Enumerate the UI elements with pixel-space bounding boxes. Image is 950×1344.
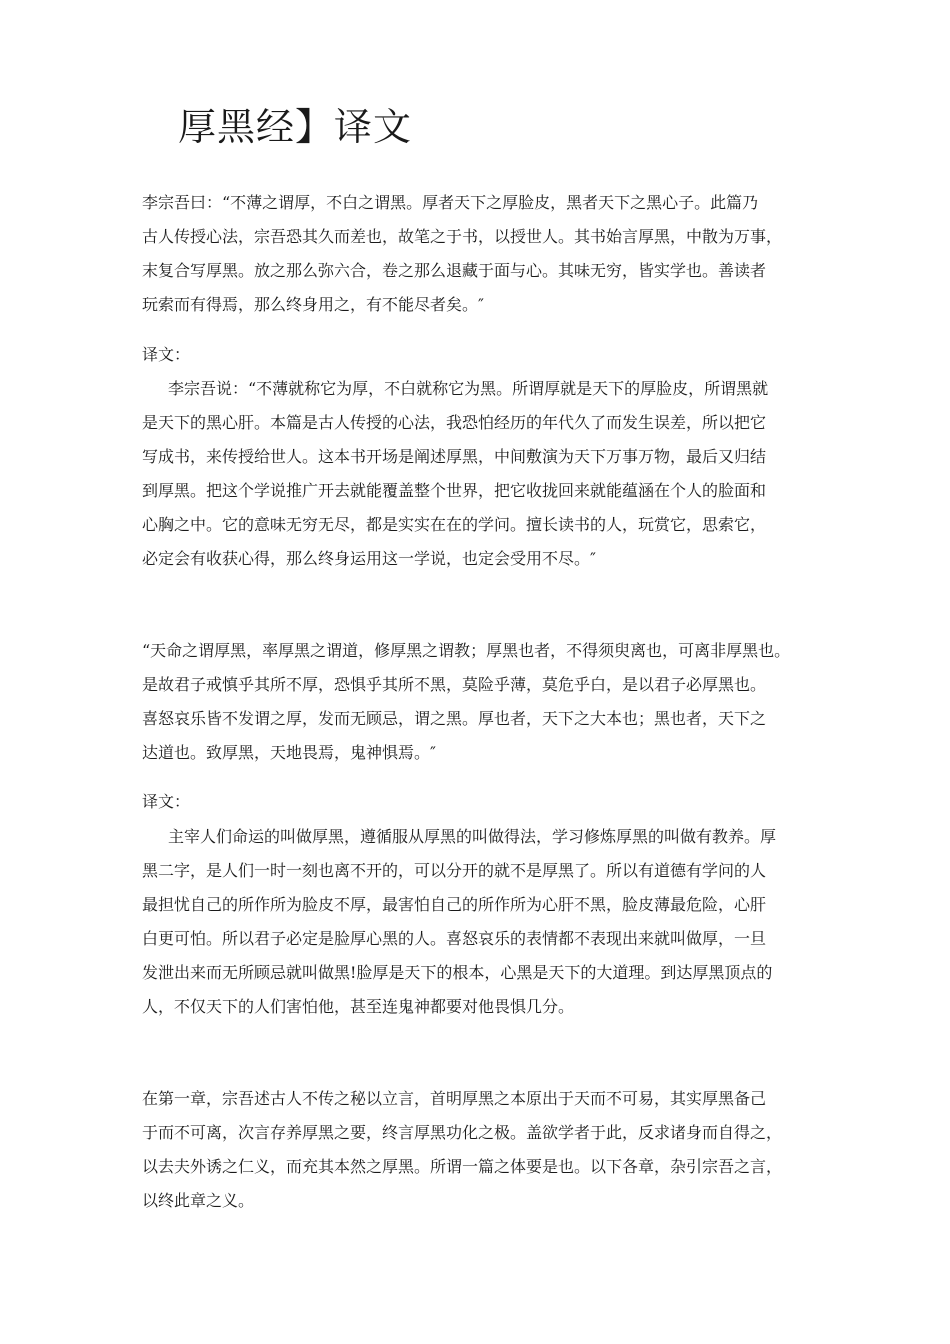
paragraph-line: 古人传授心法，宗吾恐其久而差也，故笔之于书，以授世人。其书始言厚黑，中散为万事， (142, 227, 783, 246)
section-1-translation (142, 372, 832, 576)
paragraph-line: 最担忧自己的所作所为脸皮不厚，最害怕自己的所作所为心肝不黑，脸皮薄最危险，心肝 (142, 895, 767, 914)
paragraph-line: 以终此章之义。 (142, 1191, 255, 1210)
paragraph-line: 心胸之中。它的意味无穷无尽，都是实实在在的学问。擅长读书的人，玩赏它，思索它， (142, 515, 767, 534)
section-2-original (142, 634, 832, 770)
translation-label: 译文： (142, 792, 191, 811)
paragraph-line: 是故君子戒慎乎其所不厚，恐惧乎其所不黑，莫险乎薄，莫危乎白，是以君子必厚黑也。 (142, 675, 767, 694)
paragraph-line: 玩索而有得焉，那么终身用之，有不能尽者矣。″ (142, 295, 484, 314)
paragraph-line: 白更可怕。所以君子必定是脸厚心黑的人。喜怒哀乐的表情都不表现出来就叫做厚，一旦 (142, 929, 767, 948)
section-1-label (142, 338, 832, 372)
paragraph-line: 人，不仅天下的人们害怕他，甚至连鬼神都要对他畏惧几分。 (142, 997, 575, 1016)
paragraph-line: 主宰人们命运的叫做厚黑，遵循服从厚黑的叫做得法，学习修炼厚黑的叫做有教养。厚 (168, 827, 777, 846)
translation-label: 译文： (142, 345, 191, 364)
paragraph-line: 李宗吾曰：“不薄之谓厚，不白之谓黑。厚者天下之厚脸皮，黑者天下之黑心子。此篇乃 (142, 193, 759, 212)
paragraph-line: 在第一章，宗吾述古人不传之秘以立言，首明厚黑之本原出于天而不可易，其实厚黑备己 (142, 1089, 767, 1108)
paragraph-line: “天命之谓厚黑，率厚黑之谓道，修厚黑之谓教；厚黑也者，不得须臾离也，可离非厚黑也。 (142, 641, 791, 660)
page-title: 厚黑经】译文 (178, 105, 413, 149)
paragraph-line: 是天下的黑心肝。本篇是古人传授的心法，我恐怕经历的年代久了而发生误差，所以把它 (142, 413, 767, 432)
paragraph-line: 末复合写厚黑。放之那么弥六合，卷之那么退藏于面与心。其味无穷，皆实学也。善读者 (142, 261, 767, 280)
section-1-original (142, 186, 832, 322)
section-3-commentary (142, 1082, 832, 1218)
paragraph-line: 李宗吾说：“不薄就称它为厚，不白就称它为黑。所谓厚就是天下的厚脸皮，所谓黑就 (168, 379, 769, 398)
paragraph-line: 以去夫外诱之仁义，而充其本然之厚黑。所谓一篇之体要是也。以下各章，杂引宗吾之言， (142, 1157, 783, 1176)
paragraph-line: 发泄出来而无所顾忌就叫做黑!脸厚是天下的根本，心黑是天下的大道理。到达厚黑顶点的 (142, 963, 773, 982)
paragraph-line: 写成书，来传授给世人。这本书开场是阐述厚黑，中间敷演为天下万事万物，最后又归结 (142, 447, 767, 466)
section-2-translation (142, 820, 832, 1024)
paragraph-line: 达道也。致厚黑，天地畏焉，鬼神惧焉。″ (142, 743, 436, 762)
section-2-label (142, 785, 832, 819)
paragraph-line: 于而不可离，次言存养厚黑之要，终言厚黑功化之极。盖欲学者于此，反求诸身而自得之， (142, 1123, 783, 1142)
paragraph-line: 喜怒哀乐皆不发谓之厚，发而无顾忌，谓之黑。厚也者，天下之大本也；黑也者，天下之 (142, 709, 767, 728)
paragraph-line: 到厚黑。把这个学说推广开去就能覆盖整个世界，把它收拢回来就能蕴涵在个人的脸面和 (142, 481, 767, 500)
paragraph-line: 黑二字，是人们一时一刻也离不开的，可以分开的就不是厚黑了。所以有道德有学问的人 (142, 861, 767, 880)
paragraph-line: 必定会有收获心得，那么终身运用这一学说，也定会受用不尽。″ (142, 549, 596, 568)
